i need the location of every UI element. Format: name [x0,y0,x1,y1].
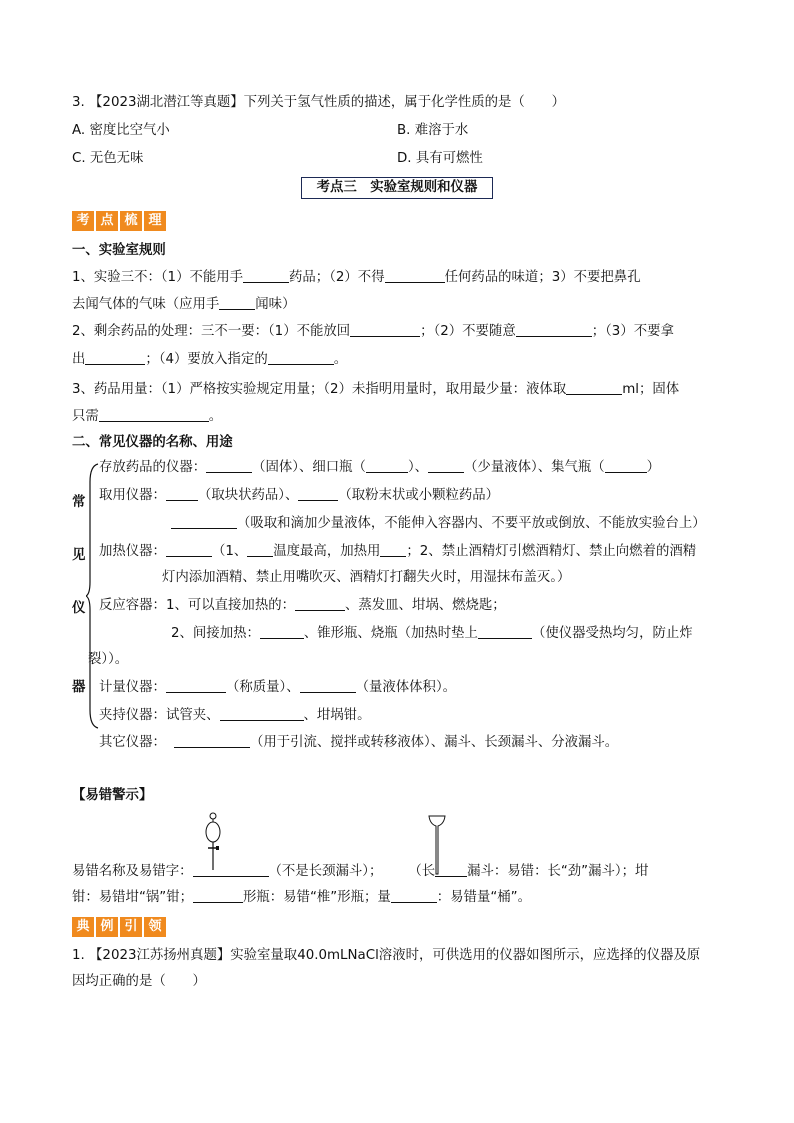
option-d: D. 具有可燃性 [397,151,483,166]
warning-text: （不是长颈漏斗）； [268,864,383,879]
instrument-reaction-line-3: 裂））。 [88,652,129,667]
answer-blank [428,458,464,473]
rule-text: 药品；（2）不得 [289,270,385,285]
instrument-text: 存放药品的仪器： [99,460,207,475]
badge-char: 领 [144,917,166,937]
instrument-text: （用于引流、搅拌或转移液体）、漏斗、长颈漏斗、分液漏斗。 [249,735,619,750]
answer-blank [366,458,408,473]
answer-blank [247,542,273,557]
badge-kaodian-shuli [72,211,166,231]
answer-blank [300,678,356,693]
rule-text: 。 [333,352,348,367]
rule-text: 去闻气体的气味（应用手 [72,297,220,312]
instrument-text: 加热仪器： [99,544,166,559]
answer-blank [171,514,237,529]
instrument-storage [99,458,660,478]
answer-blank [380,542,406,557]
answer-blank [193,888,243,903]
instrument-text: （吸取和滴加少量液体，不能伸入容器内、不要平放或倒放、不能放实验台上） [237,516,706,531]
part2-heading: 二、常见仪器的名称、用途 [72,435,233,450]
instrument-dropper [171,514,706,534]
warning-text: ：易错量“桶”。 [436,890,531,905]
section-title: 考点三 实验室规则和仪器 [301,177,493,199]
answer-blank [478,624,532,639]
answer-blank [260,624,304,639]
answer-blank [206,458,252,473]
rule-text: ；（2）不要随意 [420,324,516,339]
rule-text: ml；固体 [622,382,680,397]
rule-2-line-2 [72,350,347,370]
warning-line-1 [72,862,648,882]
warning-text: 易错名称及易错字： [72,864,193,879]
answer-blank [298,486,338,501]
answer-blank [220,706,304,721]
badge-char: 引 [120,917,142,937]
warning-heading: 【易错警示】 [72,788,153,803]
part1-heading: 一、实验室规则 [72,243,166,258]
rule-1-line-2 [72,295,295,315]
rule-text: 1、实验三不：（1）不能用手 [72,270,244,285]
warning-text: 漏斗：易错：长“劲”漏斗）；坩 [467,864,649,879]
rule-text: 2、剩余药品的处理：三不一要：（1）不能放回 [72,324,351,339]
instrument-text: ） [646,460,661,475]
answer-blank [566,380,622,395]
answer-blank [219,295,255,310]
badge-char: 理 [144,211,166,231]
answer-blank [166,678,226,693]
answer-blank [243,268,289,283]
instrument-text: 、蒸发皿、坩埚、燃烧匙； [345,598,506,613]
badge-char: 例 [96,917,118,937]
rule-text: 只需 [72,409,99,424]
question-3-stem: 3. 【2023湖北潜江等真题】下列关于氢气性质的描述，属于化学性质的是（ ） [72,95,565,110]
answer-blank [99,407,209,422]
instrument-text: （量液体体积）。 [355,680,457,695]
example-1-line-1: 1. 【2023江苏扬州真题】实验室量取40.0mLNaCl溶液时，可供选用的仪器如图所示，应选择的仪器及原 [72,948,701,963]
instrument-taking [99,486,499,506]
rule-text: ；（3）不要拿 [591,324,674,339]
example-1-line-2: 因均正确的是（ ） [72,974,206,989]
rule-text: 。 [208,409,223,424]
rule-text: 3、药品用量：（1）严格按实验规定用量；（2）未指明用量时，取用最少量：液体取 [72,382,567,397]
rule-3-line-2 [72,407,222,427]
instrument-text: 其它仪器： [99,735,166,750]
instrument-text: 、锥形瓶、烧瓶（加热时垫上 [303,626,478,641]
warning-text: 钳：易错坩“锅”钳； [72,890,193,905]
rule-1-line-1 [72,268,641,288]
rule-3-line-1 [72,380,679,400]
instrument-text: （取块状药品）、 [197,488,299,503]
answer-blank [350,322,420,337]
instrument-text: 计量仪器： [99,680,166,695]
badge-char: 典 [72,917,94,937]
instrument-text: （取粉末状或小颗粒药品） [338,488,500,503]
option-c: C. 无色无味 [72,151,144,166]
instrument-text: （1、 [211,544,248,559]
answer-blank [295,596,345,611]
warning-text: 形瓶：易错“椎”形瓶；量 [243,890,391,905]
option-a: A. 密度比空气小 [72,123,170,138]
instrument-text: 夹持仪器：试管夹、 [99,708,220,723]
answer-blank [193,862,269,877]
answer-blank [435,862,467,877]
instrument-text: （使仪器受热均匀，防止炸 [531,626,693,641]
instrument-holding [99,706,370,726]
answer-blank [605,458,647,473]
warning-line-2 [72,888,531,908]
instrument-text: 2、间接加热： [171,626,260,641]
answer-blank [166,486,198,501]
answer-blank [85,350,145,365]
badge-char: 考 [72,211,94,231]
instrument-text: 取用仪器： [99,488,166,503]
rule-2-line-1 [72,322,674,342]
vertical-label-char: 仪 [72,601,86,616]
answer-blank [385,268,445,283]
rule-text: 出 [72,352,86,367]
instrument-heating-line-1 [99,542,696,562]
instrument-text: 温度最高，加热用 [273,544,381,559]
answer-blank [391,888,437,903]
answer-blank [268,350,334,365]
instrument-text: ；2、禁止酒精灯引燃酒精灯、禁止向燃着的酒精 [406,544,697,559]
brace-icon [86,462,100,730]
instrument-others [99,733,618,753]
badge-char: 点 [96,211,118,231]
warning-text: （长 [408,864,436,879]
badge-dianli-yinling [72,917,166,937]
vertical-label-char: 器 [72,680,86,695]
rule-text: ；（4）要放入指定的 [145,352,268,367]
instrument-text: （称质量）、 [225,680,300,695]
instrument-measuring [99,678,456,698]
option-b: B. 难溶于水 [397,123,469,138]
vertical-label-char: 见 [72,548,86,563]
badge-char: 梳 [120,211,142,231]
answer-blank [166,542,212,557]
instrument-reaction-line-2 [171,624,693,644]
instrument-text: 、坩埚钳。 [303,708,371,723]
instrument-heating-line-2: 灯内添加酒精、禁止用嘴吹灭、酒精灯打翻失火时，用湿抹布盖灭。） [162,570,571,585]
instrument-reaction-line-1 [99,596,506,616]
vertical-label-char: 常 [72,495,86,510]
instrument-text: （固体）、细口瓶（ [252,460,366,475]
instrument-text: （少量液体）、集气瓶（ [464,460,605,475]
rule-text: 任何药品的味道；3）不要把鼻孔 [444,270,641,285]
answer-blank [174,733,250,748]
answer-blank [516,322,592,337]
instrument-text: ）、 [407,460,429,475]
rule-text: 闻味） [255,297,296,312]
instrument-text: 反应容器：1、可以直接加热的： [99,598,295,613]
